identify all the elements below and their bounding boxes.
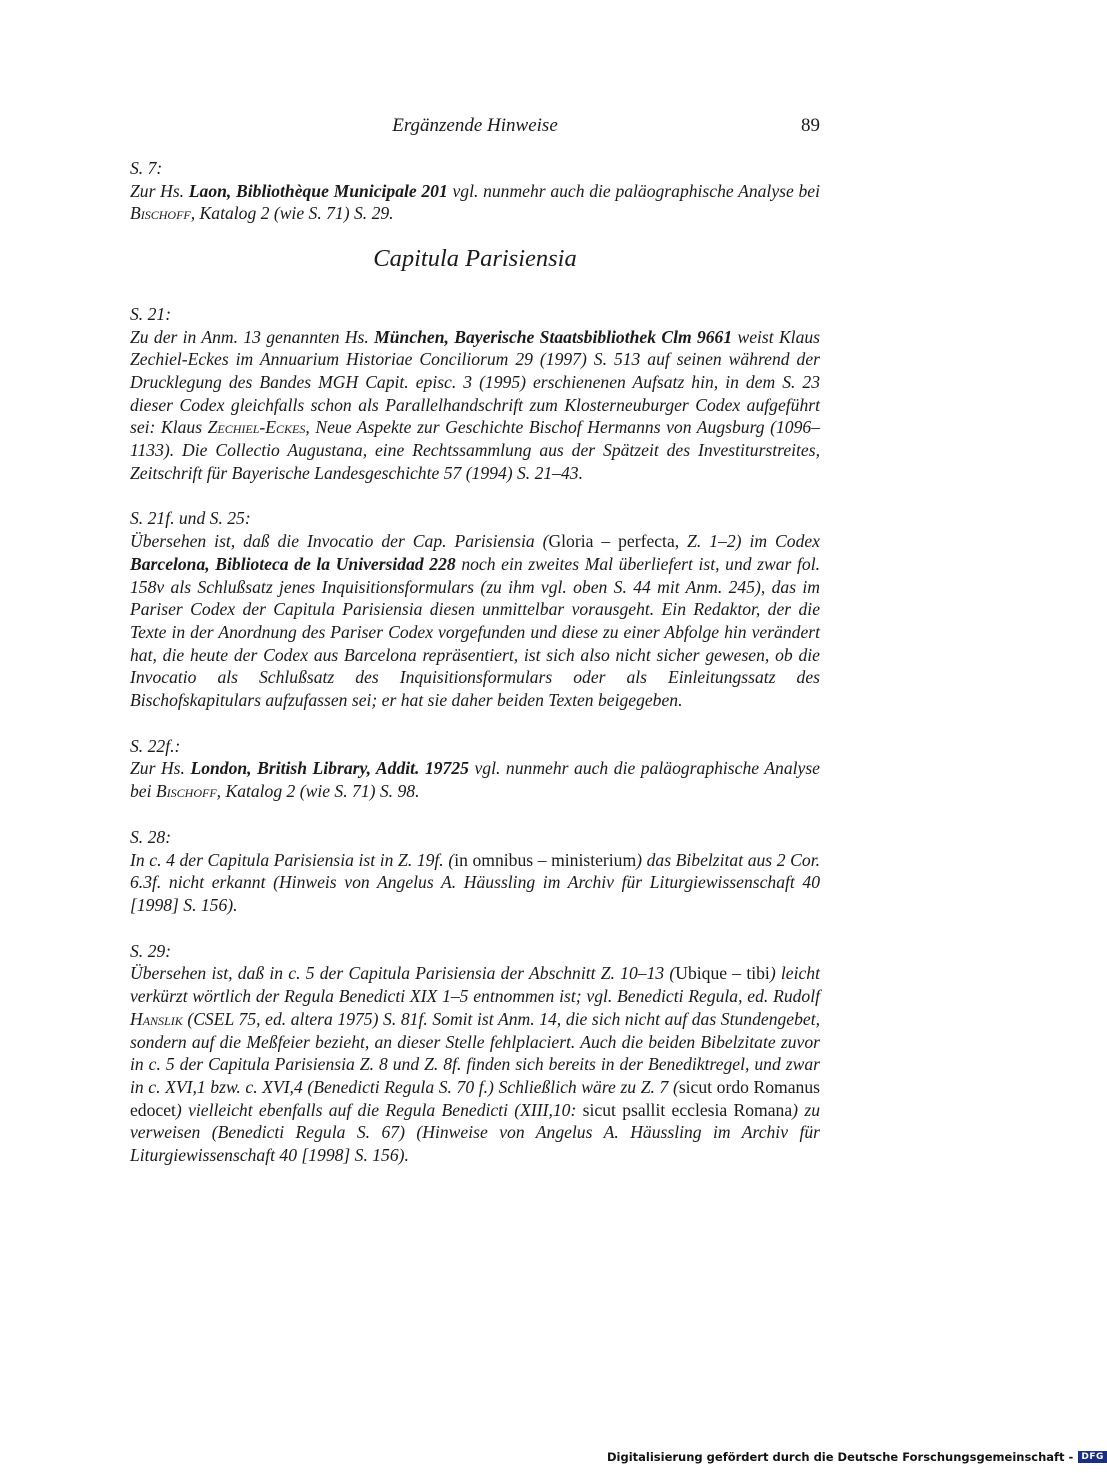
author-smallcaps: Bischoff bbox=[155, 781, 217, 802]
footer-text: Digitalisierung gefördert durch die Deutsche Forschungsgemeinschaft - bbox=[607, 1450, 1074, 1464]
note-body bbox=[130, 962, 820, 1166]
note-body bbox=[130, 180, 820, 225]
note-text: weist Klaus Zechiel-Eckes im Annuarium Historiae Conciliorum 29 (1997) S. 513 auf seinen während der Drucklegung des Bandes MGH Capit. episc. 3 (1995) erschienenen Aufsatz hin, in dem S. 23 dieser Codex gleichfalls schon als Parallelhandschrift zum Klosterneuburger Codex aufgeführt sei: Klaus bbox=[130, 326, 821, 438]
quoted-incipit: Ubique – tibi bbox=[675, 963, 770, 984]
note-text: , Neue Aspekte zur Geschichte Bischof Hermanns von Augsburg (1096–1133). Die Collectio Augustana, eine Rechtssammlung aus der Spätzeit des Investiturstreites, Zeitschrift für Bayerische Landesgeschichte 57 (1994) S. 21–43. bbox=[130, 417, 820, 483]
note-entry bbox=[130, 735, 820, 803]
page-number: 89 bbox=[801, 115, 820, 136]
note-entry bbox=[130, 157, 820, 225]
note-text: Übersehen ist, daß in c. 5 der Capitula Parisiensia der Abschnitt Z. 10–13 ( bbox=[130, 963, 676, 984]
note-text: (CSEL 75, ed. altera 1975) S. 81f. Somit ist Anm. 14, die sich nicht auf das Stundengebet, sondern auf die Meßfeier bezieht, an dieser Stelle fehlplaciert. Auch die beiden Bibelzitate zuvor in c. 5 der Capitula Parisiensia Z. 8 und Z. 8f. finden sich bereits in der Benediktregel, und zwar in c. XVI,1 bzw. c. XVI,4 (Benedicti Regula S. 70 f.) Schließlich wäre zu Z. 7 ( bbox=[130, 1008, 820, 1097]
note-text: Zur Hs. bbox=[130, 758, 191, 779]
note-body bbox=[130, 530, 820, 712]
manuscript-name: Laon, Bibliothèque Municipale 201 bbox=[188, 180, 448, 201]
dfg-logo: DFG bbox=[1078, 1451, 1107, 1463]
note-reference: S. 21f. und S. 25: bbox=[130, 508, 251, 529]
section-heading: Capitula Parisiensia bbox=[373, 245, 577, 273]
quoted-incipit: Gloria – perfecta, bbox=[548, 531, 680, 552]
note-text: ) zu verweisen (Benedicti Regula S. 67) (Hinweise von Angelus A. Häussling im Archiv für Liturgiewissenschaft 40 [1998] S. 156). bbox=[130, 1099, 820, 1166]
running-head-title: Ergänzende Hinweise bbox=[392, 115, 558, 136]
manuscript-name: London, British Library, Addit. 19725 bbox=[190, 758, 469, 779]
note-text: , Katalog 2 (wie S. 71) S. 29. bbox=[190, 203, 394, 224]
note-text: vgl. nunmehr auch die paläographische Analyse bei bbox=[447, 180, 820, 201]
note-text: Z. 1–2) im Codex bbox=[679, 531, 820, 552]
note-entry bbox=[130, 940, 820, 1167]
author-smallcaps: Hanslik bbox=[130, 1008, 183, 1029]
note-text: Zu der in Anm. 13 genannten Hs. bbox=[130, 326, 375, 347]
quoted-incipit: sicut psallit ecclesia Romana bbox=[582, 1099, 793, 1120]
note-body bbox=[130, 757, 820, 802]
note-text: Zur Hs. bbox=[130, 180, 189, 201]
note-text: In c. 4 der Capitula Parisiensia ist in Z. 19f. ( bbox=[130, 849, 455, 870]
quoted-incipit: sicut ordo Romanus edocet bbox=[130, 1076, 820, 1120]
note-text: ) vielleicht ebenfalls auf die Regula Benedicti (XIII,10: bbox=[175, 1099, 583, 1120]
note-reference: S. 7: bbox=[130, 158, 163, 178]
running-head bbox=[130, 115, 820, 141]
note-reference: S. 22f.: bbox=[130, 735, 181, 756]
note-reference: S. 21: bbox=[130, 303, 172, 324]
author-smallcaps: Zechiel-Eckes bbox=[207, 417, 306, 438]
author-smallcaps: Bischoff bbox=[130, 203, 191, 224]
note-text: ) leicht verkürzt wörtlich der Regula Benedicti XIX 1–5 entnommen ist; vgl. Benedicti Regula, ed. Rudolf bbox=[130, 963, 820, 1007]
note-entry bbox=[130, 507, 820, 711]
note-reference: S. 29: bbox=[130, 940, 172, 961]
digitization-footer bbox=[607, 1449, 1107, 1465]
manuscript-name: München, Bayerische Staatsbibliothek Clm 9661 bbox=[374, 326, 733, 347]
note-body bbox=[130, 849, 820, 917]
note-text: noch ein zweites Mal überliefert ist, und zwar fol. 158v als Schlußsatz jenes Inquisitionsformulars (zu ihm vgl. oben S. 44 mit Anm. 245), das im Pariser Codex der Capitula Parisiensia diesen unmittelbar vorausgeht. Ein Redaktor, der die Texte in der Anordnung des Pariser Codex vorgefunden und diese zu einer Abfolge hin verändert hat, die heute der Codex aus Barcelona repräsentiert, ist sich also nicht sicher gewesen, ob die Invocatio als Schlußsatz des Inquisitionsformulars oder als Einleitungssatz des Bischofskapitulars aufzufassen sei; er hat sie daher beiden Texten beigegeben. bbox=[130, 553, 820, 711]
note-reference: S. 28: bbox=[130, 826, 172, 847]
note-text: vgl. nunmehr auch die paläographische Analyse bei bbox=[130, 758, 820, 802]
page-content bbox=[130, 157, 820, 1190]
manuscript-name: Barcelona, Biblioteca de la Universidad 228 bbox=[130, 553, 456, 574]
note-entry bbox=[130, 303, 820, 485]
note-text: , Katalog 2 (wie S. 71) S. 98. bbox=[216, 781, 420, 802]
note-text: Übersehen ist, daß die Invocatio der Cap. Parisiensia ( bbox=[130, 531, 549, 552]
quoted-incipit: in omnibus – ministerium bbox=[454, 849, 637, 870]
note-text: ) das Bibelzitat aus 2 Cor. 6.3f. nicht erkannt (Hinweis von Angelus A. Häussling im Archiv für Liturgiewissenschaft 40 [1998] S. 156). bbox=[130, 849, 820, 915]
note-entry bbox=[130, 826, 820, 917]
note-body bbox=[130, 326, 820, 485]
